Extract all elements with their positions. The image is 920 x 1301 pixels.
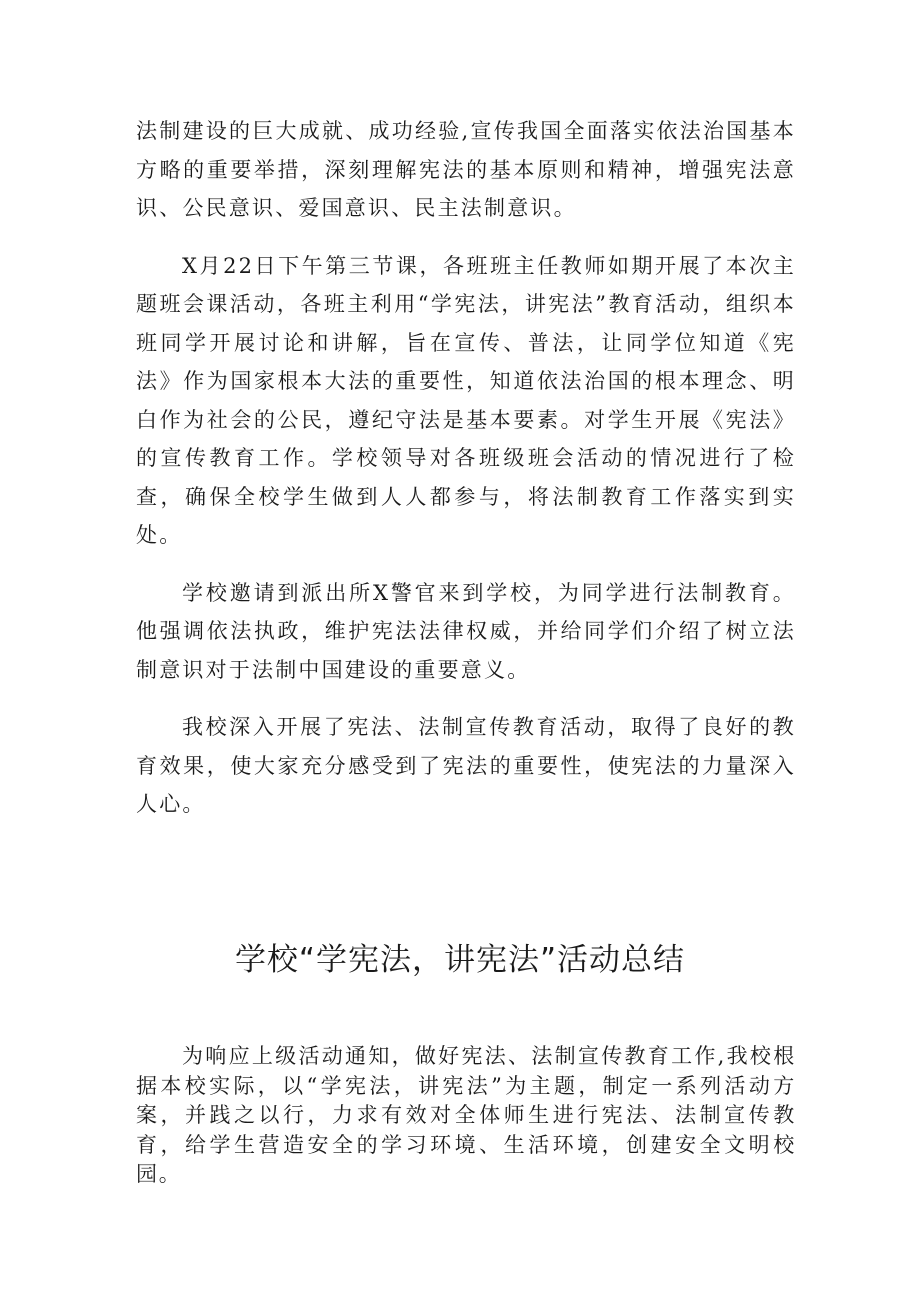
paragraph-continuation: 法制建设的巨大成就、成功经验,宣传我国全面落实依法治国基本方略的重要举措，深刻理解宪法的基本原则和精神，增强宪法意识、公民意识、爱国意识、民主法制意识。: [136, 119, 796, 220]
paragraph-police-visit: 学校邀请到派出所X警官来到学校，为同学进行法制教育。他强调依法执政，维护宪法法律权威，并给同学们介绍了树立法制意识对于法制中国建设的重要意义。: [136, 580, 796, 682]
article-title: 学校“学宪法，讲宪法”活动总结: [234, 942, 686, 978]
previous-section-body: [136, 112, 796, 843]
paragraph-class-meeting: X月22日下午第三节课，各班班主任教师如期开展了本次主题班会课活动，各班主利用“学宪法，讲宪法”教育活动，组织本班同学开展讨论和讲解，旨在宣传、普法，让同学位知道《宪法》作为国家根本大法的重要性，知道依法治国的根本理念、明白作为社会的公民，遵纪守法是基本要素。对学生开展《宪法》的宣传教育工作。学校领导对各班级班会活动的情况进行了检查，确保全校学生做到人人都参与，将法制教育工作落实到实处。: [136, 253, 796, 547]
article-body: [136, 1042, 796, 1190]
paragraph-conclusion: 我校深入开展了宪法、法制宣传教育活动，取得了良好的教育效果，使大家充分感受到了宪法的重要性，使宪法的力量深入人心。: [136, 715, 796, 816]
paragraph-intro: 为响应上级活动通知，做好宪法、法制宣传教育工作,我校根据本校实际，以“学宪法，讲宪法”为主题，制定一系列活动方案，并践之以行，力求有效对全体师生进行宪法、法制宣传教育，给学生营造安全的学习环境、生活环境，创建安全文明校园。: [136, 1044, 796, 1186]
